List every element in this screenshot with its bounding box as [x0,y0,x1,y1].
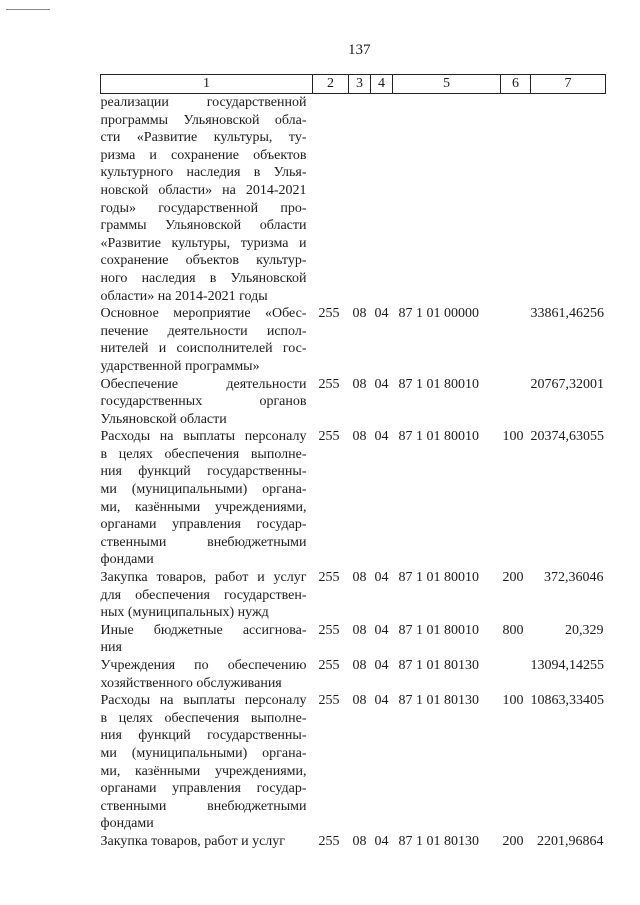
description-line: нителей и соисполнителей гос- [100,341,307,357]
amount: 13094,14255 [530,658,604,673]
description-line: ми (муниципальными) органа- [100,745,307,761]
description-line: культурного наследия в Улья- [100,165,307,181]
code-subsection: 04 [374,833,389,849]
code-expense-type: 100 [502,693,524,709]
code-section: 08 [352,570,367,586]
description-line: Учреждения по обеспечению [100,658,307,673]
scan-edge-mark [6,9,50,10]
description-line: «Развитие культуры, туризма и [100,235,307,251]
description-line: органами управления государ- [100,517,307,533]
code-section: 08 [352,622,367,638]
description-line: в целях обеспечения выполне- [100,710,307,726]
description-line: ния [100,640,122,656]
code-section [349,94,371,306]
amount: 2201,96864 [537,833,604,849]
description-line: ми, казёнными учреждениями, [100,763,307,779]
description-line: Обеспечение деятельности [100,376,307,392]
row-description [101,94,313,306]
description-line: Закупка товаров, работ и услуг [100,570,307,586]
description-line: ризма и сохранение объектов [100,147,307,163]
column-header: 7 [531,75,606,94]
description-line: Основное мероприятие «Обес- [100,306,307,322]
table-row [101,376,606,429]
description-line: Иные бюджетные ассигнова- [100,622,307,638]
row-description [101,657,313,692]
code-expense-type [501,94,531,306]
description-line: ственными внебюджетными [100,534,307,550]
header-row [101,75,606,94]
code-section: 08 [352,693,367,709]
row-description [101,376,313,429]
code-subsection: 04 [374,693,389,709]
code-admin: 255 [318,693,340,709]
code-target-article: 87 1 01 80010 [398,622,479,638]
description-line: новской области» на 2014-2021 [100,182,307,198]
description-line: фондами [100,816,154,832]
code-target-article: 87 1 01 80130 [398,833,479,849]
code-admin: 255 [318,570,340,586]
code-admin: 255 [318,429,340,445]
code-target-article: 87 1 01 80130 [398,658,479,673]
description-line: Ульяновской области [100,411,227,427]
description-line: печение деятельности испол- [100,323,307,339]
code-target-article: 87 1 01 80010 [398,376,479,392]
code-target-article: 87 1 01 80010 [398,570,479,586]
amount: 20374,63055 [530,429,604,445]
row-description [101,692,313,833]
amount: 372,36046 [544,570,604,586]
description-line: ми, казёнными учреждениями, [100,499,307,515]
description-line: сохранение объектов культур- [100,253,307,269]
code-section: 08 [352,658,367,673]
table-row [101,94,606,306]
description-line: ми (муниципальными) органа- [100,482,307,498]
row-description [101,569,313,622]
code-subsection [371,94,393,306]
page-number: 137 [348,42,371,58]
description-line: годы» государственной про- [100,200,307,216]
code-expense-type [501,305,531,375]
description-line: хозяйственного обслуживания [100,675,282,691]
code-admin: 255 [318,658,340,673]
row-description [101,833,313,851]
code-section: 08 [352,376,367,392]
description-line: области» на 2014-2021 годы [100,288,268,304]
description-line: ударственной программы» [100,358,260,374]
code-subsection: 04 [374,429,389,445]
column-header: 6 [501,75,531,94]
code-expense-type [501,657,531,692]
code-admin: 255 [318,622,340,638]
code-subsection: 04 [374,376,389,392]
table-row [101,428,606,569]
description-line: Расходы на выплаты персоналу [100,429,307,445]
table-row [101,305,606,375]
description-line: ния функций государственны- [100,464,307,480]
code-subsection: 04 [374,658,389,673]
description-line: реализации государственной [100,95,307,110]
code-admin: 255 [318,376,340,392]
code-expense-type: 200 [502,833,524,849]
code-section: 08 [352,306,367,322]
description-line: сти «Развитие культуры, ту- [100,130,307,146]
code-admin [313,94,349,306]
column-header: 4 [371,75,393,94]
code-target-article [393,94,501,306]
amount: 33861,46256 [530,306,604,322]
description-line: государственных органов [100,394,307,410]
description-line: программы Ульяновской обла- [100,112,307,128]
description-line: для обеспечения государствен- [100,587,307,603]
code-admin: 255 [318,306,340,322]
table-row [101,833,606,851]
column-header: 3 [349,75,371,94]
description-line: ния функций государственны- [100,728,307,744]
code-expense-type: 200 [502,570,524,586]
row-description [101,305,313,375]
column-header: 5 [393,75,501,94]
description-line: в целях обеспечения выполне- [100,446,307,462]
table-row [101,692,606,833]
row-description [101,622,313,657]
code-target-article: 87 1 01 80010 [398,429,479,445]
code-section: 08 [352,833,367,849]
code-section: 08 [352,429,367,445]
code-subsection: 04 [374,306,389,322]
code-target-article: 87 1 01 00000 [398,306,479,322]
description-line: фондами [100,552,154,568]
table-row [101,622,606,657]
description-line: органами управления государ- [100,781,307,797]
code-target-article: 87 1 01 80130 [398,693,479,709]
budget-table [100,74,606,851]
description-line: ного наследия в Ульяновской [100,270,307,286]
description-line: Расходы на выплаты персоналу [100,693,307,709]
row-description [101,428,313,569]
description-line: ственными внебюджетными [100,798,307,814]
code-admin: 255 [318,833,340,849]
code-expense-type: 800 [502,622,524,638]
description-line: граммы Ульяновской области [100,218,307,234]
code-expense-type [501,376,531,429]
code-expense-type: 100 [502,429,524,445]
description-line: ных (муниципальных) нужд [100,605,269,621]
table-row [101,657,606,692]
amount [531,94,606,306]
code-subsection: 04 [374,622,389,638]
column-header: 1 [101,75,313,94]
code-subsection: 04 [374,570,389,586]
amount: 10863,33405 [530,693,604,709]
table-row [101,569,606,622]
table-body [101,94,606,851]
amount: 20767,32001 [530,376,604,392]
description-line: Закупка товаров, работ и услуг [100,833,286,849]
amount: 20,329 [565,622,604,638]
column-header: 2 [313,75,349,94]
